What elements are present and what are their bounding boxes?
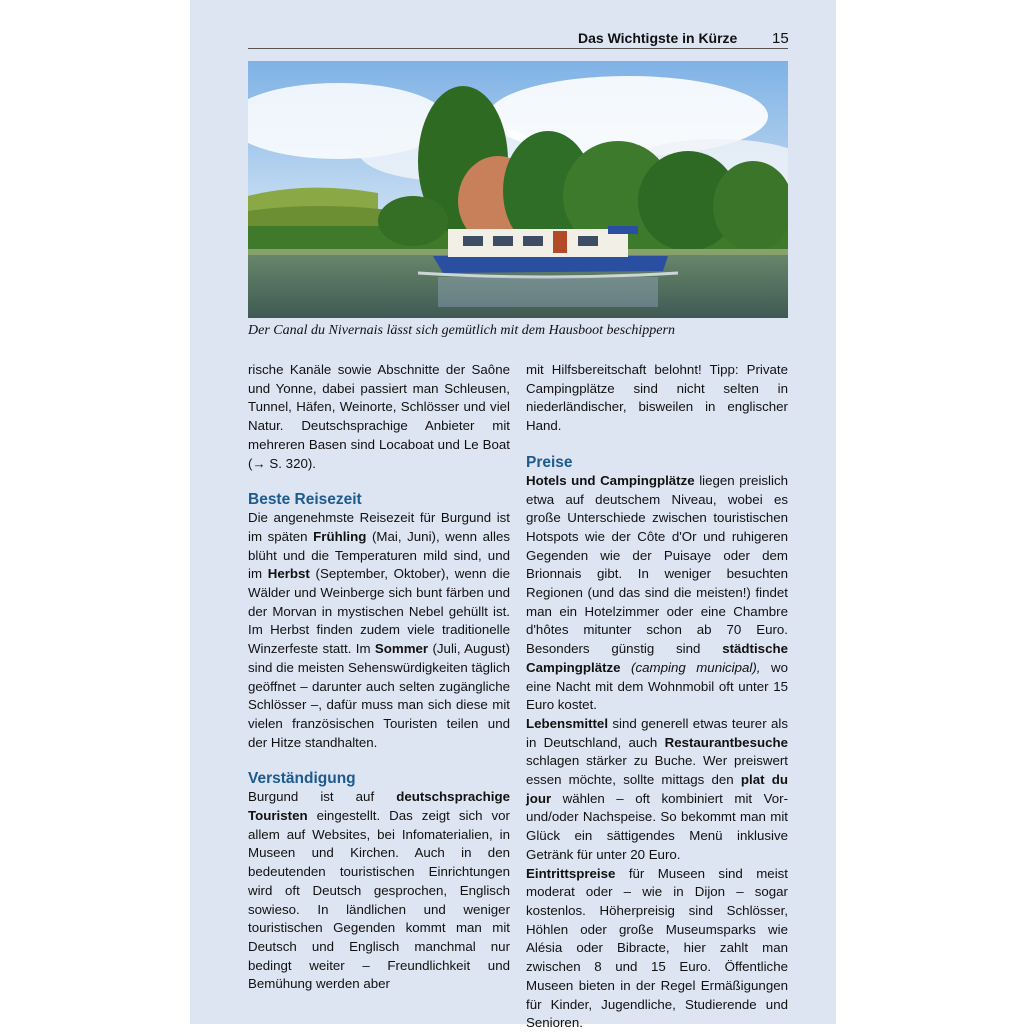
header-rule (248, 48, 788, 49)
reisezeit-paragraph: Die angenehmste Reisezeit für Burgund ist im späten Frühling (Mai, Juni), wenn alles blüht und die Temperaturen mild sind, und im Herbst (September, Oktober), wenn die Wälder und Weinberge sich bunt färben und der Morvan in mystischen Nebel gehüllt ist. Im Herbst finden zudem viele traditionelle Winzerfeste statt. Im Sommer (Juli, August) sind die meisten Sehenswürdigkeiten täglich geöffnet – darunter auch selten zugängliche Schlösser –, dafür muss man sich diese mit vielen französischen Touristen teilen und der Hitze standhalten. (248, 510, 511, 750)
section-heading-reisezeit: Beste Reisezeit (248, 491, 362, 509)
preise-paragraph-eintritt: Eintrittspreise für Museen sind meist moderat oder – wie in Dijon – sogar kostenlos. Höherpreisig sind Schlösser, Höhlen oder große Museumsparks wie Alésia oder Bibracte, hier zahlt man zwischen 8 und 15 Euro. Öffentliche Museen bieten in der Regel Ermäßigungen für Kinder, Jugendliche, Studierende und Senioren. (526, 865, 788, 1031)
verstaendigung-paragraph: Burgund ist auf deutschsprachige Touristen eingestellt. Das zeigt sich vor allem auf Websites, bei Infomaterialien, in Museen und Kirchen. Auch in den bedeutenden touristischen Einrichtungen wird oft Deutsch gesprochen, Englisch sowieso. In ländlichen und weniger touristischen Gegenden kommt man mit Deutsch und Englisch manchmal nur bedingt weiter – Freundlichkeit und Bemühung werden aber (248, 789, 510, 992)
houseboat-canal-photo (248, 61, 788, 318)
left-column (248, 361, 510, 994)
page-number: 15 (772, 30, 789, 47)
section-heading-preise: Preise (526, 453, 573, 471)
preise-paragraph-hotels: Hotels und Campingplätze liegen preislich etwa auf deutschem Niveau, wobei es große Unterschiede zwischen touristischen Hotspots wie der Côte d'Or und ruhigeren Gegenden wie der Puisaye oder dem Brionnais gibt. In weniger besuchten Regionen (und das sind die meisten!) findet man ein Hotelzimmer oder eine Chambre d'hôtes mitunter schon ab 70 Euro. Besonders günstig sind städtische Campingplätze (camping municipal), wo eine Nacht mit dem Wohnmobil oft unter 15 Euro kostet. (526, 472, 788, 713)
intro-paragraph: rische Kanäle sowie Abschnitte der Saône und Yonne, dabei passiert man Schleusen, Tunnel, Häfen, Weinorte, Schlösser und viel Natur. Deutschsprachige Anbieter mit mehreren Basen sind Locaboat und Le Boat (→ S. 320). (248, 362, 510, 471)
running-header-title: Das Wichtigste in Kürze (578, 30, 738, 46)
continued-paragraph: mit Hilfsbereitschaft belohnt! Tipp: Private Campingplätze sind nicht selten in niederländischer, bisweilen in englischer Hand. (526, 362, 788, 434)
photo-caption: Der Canal du Nivernais lässt sich gemütlich mit dem Hausboot beschippern (248, 323, 675, 338)
preise-paragraph-lebensmittel: Lebensmittel sind generell etwas teurer als in Deutschland, auch Restaurantbesuche schlagen stärker zu Buche. Wer preiswert essen möchte, sollte mittags den plat du jour wählen – oft kombiniert mit Vor- und/oder Nachspeise. So bekommt man mit Glück ein sättigendes Menü inklusive Getränk für unter 20 Euro. (526, 715, 788, 862)
section-heading-verstaendigung: Verständigung (248, 770, 356, 788)
right-column (526, 361, 788, 1033)
